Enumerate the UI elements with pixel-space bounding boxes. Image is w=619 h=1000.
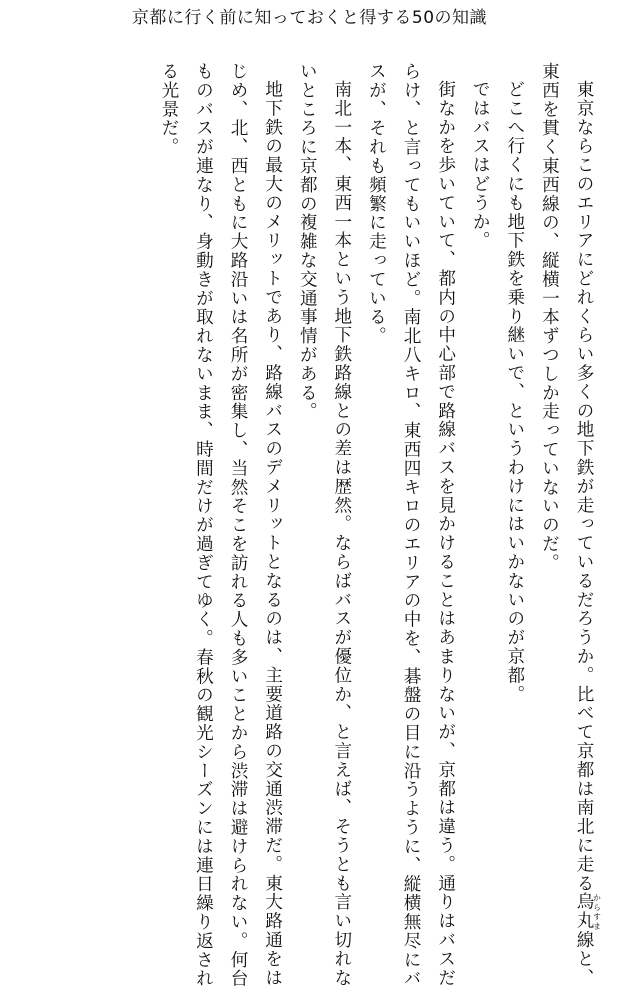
paragraph-1-text-after: 線と、東西を貫く東西線の、縦横一本ずつしか走っていないのだ。 [539,62,594,987]
paragraph-2: どこへ行くにも地下鉄を乗り継いで、というわけにはいかないのが京都。 [504,79,525,704]
karasuma-ruby [574,892,602,931]
paragraph-6: 地下鉄の最大のメリットであり、路線バスのデメリットとなるのは、主要道路の交通渋滞だ。東大路通をはじめ、北、西ともに大路沿いは名所が密集し、当然そこを訪れる人も多いことから渋滞は避けられない。何台ものバスが連なり、身動きが取れないまま、時間だけが過ぎてゆく。春秋の観光シーズンには連日繰り返される光景だ。 [158,62,283,989]
page-header-title: 京都に行く前に知っておくと得する50の知識 [131,8,488,28]
vertical-body-text [151,62,601,992]
paragraph-4: 街なかを歩いていて、都内の中心部で路線バスを見かけることはあまりないが、京都は違う。通りはバスだらけ、と言ってもいいほど。南北八キロ、東西四キロのエリアの中を、碁盤の目に沿うように、縦横無尽にバスが、それも頻繁に走っている。 [366,62,456,989]
ruby-base: 烏丸 [574,892,594,931]
ruby-reading: からすま [592,892,602,931]
paragraph-5: 南北一本、東西一本という地下鉄路線との差は歴然。ならばバスが優位か、と言えば、そうとも言い切れないところに京都の複雑な交通事情がある。 [297,62,352,987]
paragraph-1-text-before: 東京ならこのエリアにどれくらい多くの地下鉄が走っているだろうか。比べて京都は南北に走る [574,79,594,893]
paragraph-1 [532,62,601,992]
paragraph-3: ではバスはどうか。 [470,79,491,250]
